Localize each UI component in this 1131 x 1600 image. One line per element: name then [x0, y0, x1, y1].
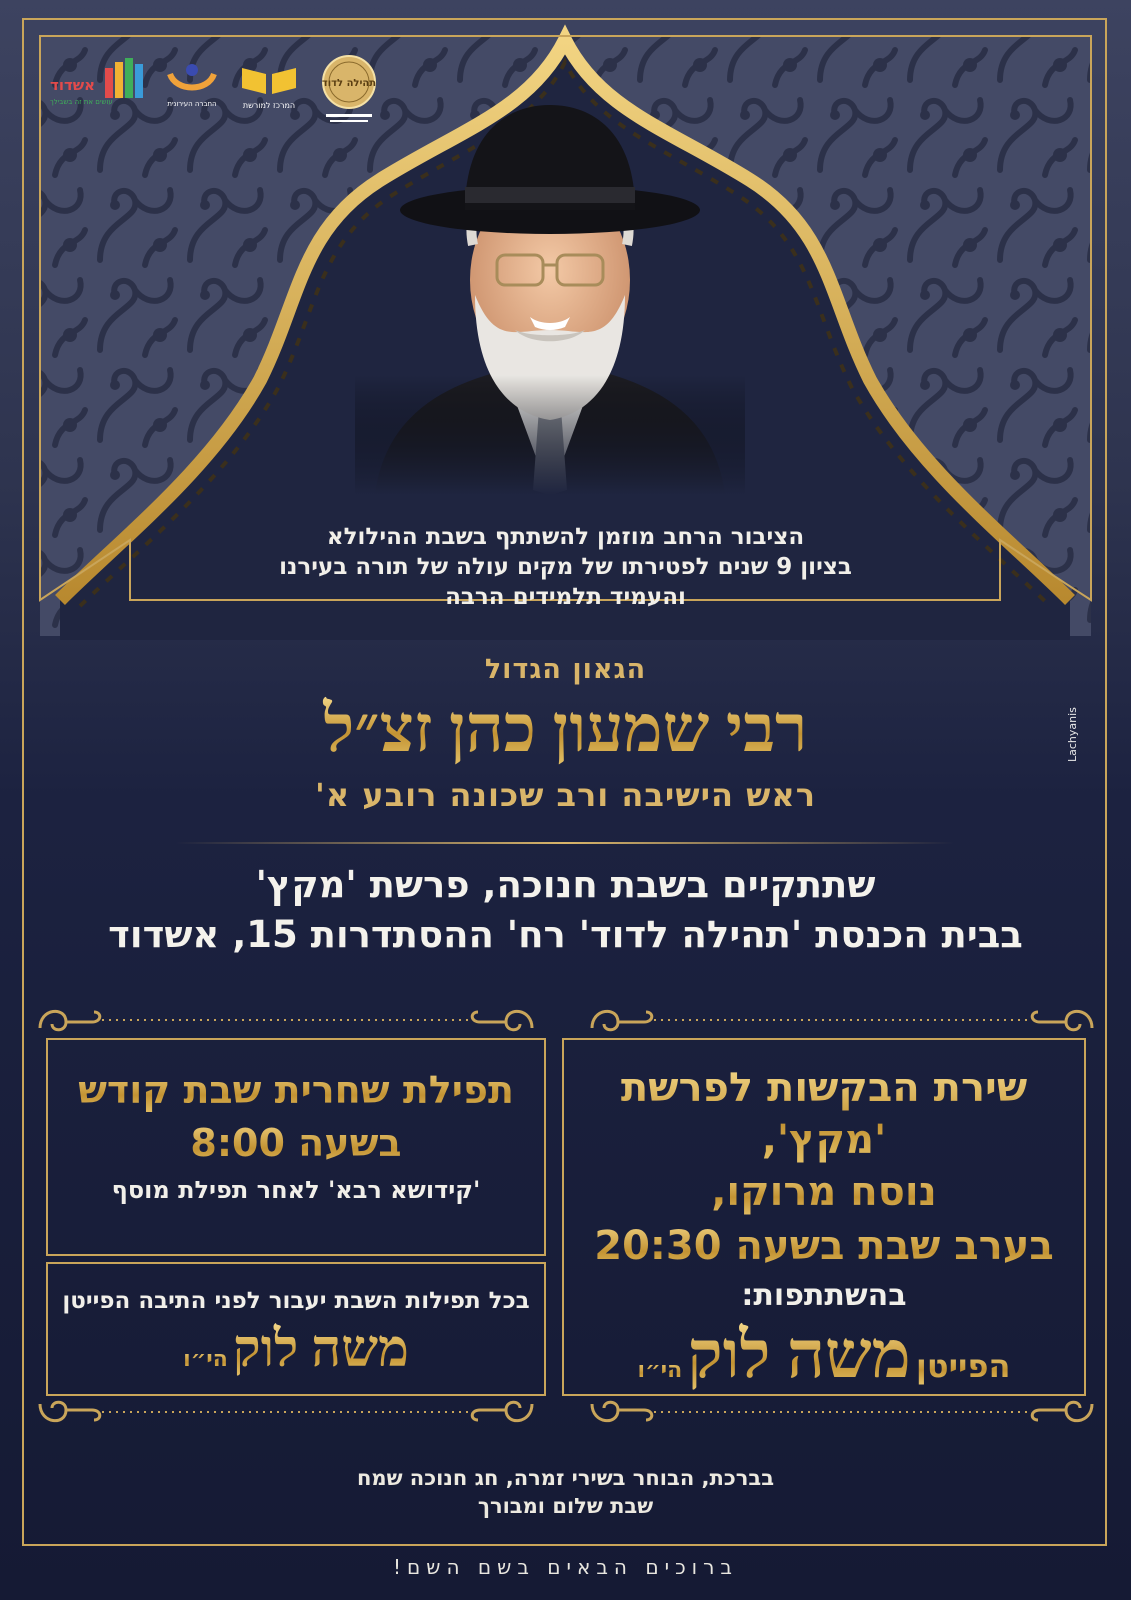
participation-label: בהשתתפות:: [741, 1278, 907, 1313]
chazan-box: [46, 1262, 546, 1396]
rabbi-portrait: [355, 95, 745, 495]
bakashot-time: בערב שבת בשעה 20:30: [564, 1218, 1084, 1274]
svg-text:עושים את זה בשבילך: עושים את זה בשבילך: [50, 98, 113, 106]
singer-credit: [564, 1318, 1084, 1410]
chazan-note: בכל תפילות השבת יעבור לפני התיבה הפייטן: [62, 1288, 530, 1314]
shacharit-time: בשעה 8:00: [48, 1116, 544, 1170]
event-date-line: שתתקיים בשבת חנוכה, פרשת 'מקץ': [255, 863, 876, 906]
rabbi-title: ראש הישיבה ורב שכונה רובע א': [315, 776, 816, 814]
honorific: הגאון הגדול: [484, 654, 647, 685]
singer-suffix: הי״ו: [637, 1358, 683, 1383]
event-details: [0, 860, 1131, 960]
gold-divider: [175, 842, 955, 844]
sponsor-logos: [50, 48, 390, 128]
bakashot-box: [562, 1038, 1086, 1396]
svg-text:תהילה לדוד: תהילה לדוד: [321, 78, 377, 89]
event-location-line: בבית הכנסת 'תהילה לדוד' רח' ההסתדרות 15, אשדוד: [108, 913, 1023, 956]
chazan-credit: [48, 1318, 544, 1393]
intro-line: והעמיד תלמידים הרבה: [445, 584, 686, 610]
chazan-suffix: הי״ו: [183, 1347, 228, 1372]
bakashot-nusach: נוסח מרוקו,: [564, 1166, 1084, 1218]
moreshet-logo: [236, 60, 302, 114]
welcome-line: ברוכים הבאים בשם השם!: [393, 1555, 738, 1579]
kiddush-note: 'קידושא רבא' לאחר תפילת מוסף: [111, 1176, 481, 1204]
chazan-name: משה לוק: [232, 1321, 409, 1378]
intro-line: בציון 9 שנים לפטירתו של מקים עולה של תורה בעירנו: [279, 554, 852, 580]
singer-name: משה לוק: [687, 1319, 911, 1392]
footer-blessing: [0, 1464, 1131, 1520]
footer-line: שבת שלום ומבורך: [477, 1494, 654, 1518]
svg-text:אשדוד: אשדוד: [50, 76, 96, 94]
shacharit-box: [46, 1038, 546, 1256]
svg-text:המרכז למורשת: המרכז למורשת: [242, 101, 296, 110]
bakashot-title: שירת הבקשות לפרשת 'מקץ',: [564, 1062, 1084, 1166]
hevra-logo: [162, 62, 222, 112]
svg-text:החברה העירונית: החברה העירונית: [167, 100, 217, 108]
rabbi-name: רבי שמעון כהן זצ״ל: [0, 692, 1131, 768]
intro-text: [0, 522, 1131, 612]
shacharit-title: תפילת שחרית שבת קודש: [48, 1064, 544, 1116]
intro-line: הציבור הרחב מוזמן להשתתף בשבת ההילולא: [326, 524, 805, 550]
footer-line: בברכת, הבוחר בשירי זמרה, חג חנוכה שמח: [356, 1466, 775, 1490]
singer-prefix: הפייטן: [915, 1347, 1011, 1385]
ashdod-logo: [50, 58, 150, 108]
